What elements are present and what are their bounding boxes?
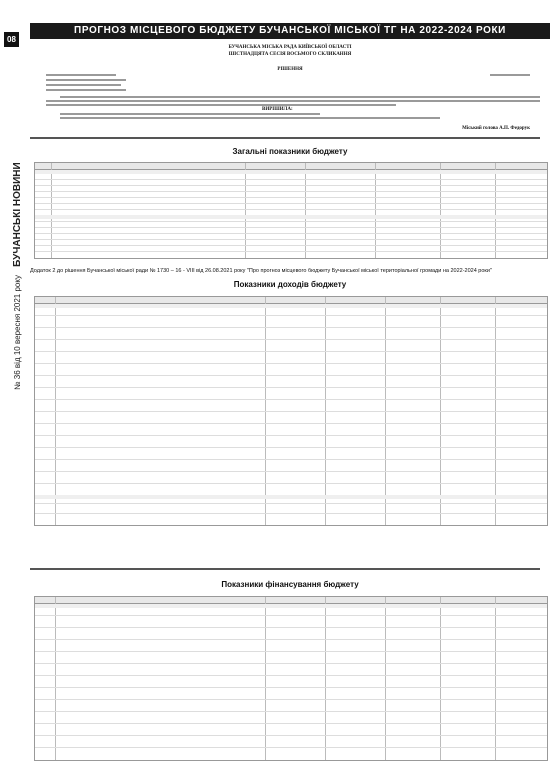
doc-type: РІШЕННЯ [277,67,303,72]
financing-indicators-table [34,596,548,761]
revenue-indicators-table [34,296,548,526]
resolution-word: ВИРІШИЛА: [262,107,293,112]
issue-date: № 36 від 10 вересня 2021 року [13,275,22,390]
addendum-2-caption: Додаток 2 до рішення Бучанської міської ради № 1730 – 16 - VIII від 26.08.2021 року "Про прогноз місцевого бюджету Бучанської міської територіальної громади на 2022-2024 роки" [30,268,492,274]
banner-title: ПРОГНОЗ МІСЦЕВОГО БЮДЖЕТУ БУЧАНСЬКОЇ МІСЬКОЇ ТГ НА 2022-2024 РОКИ [30,23,550,39]
section-title-revenue: Показники доходів бюджету [233,280,347,289]
session-name: ШІСТНАДЦЯТА СЕСІЯ ВОСЬМОГО СКЛИКАННЯ [228,52,352,57]
section-title-financing: Показники фінансування бюджету [221,580,359,589]
sidebar-strip [0,0,25,768]
newspaper-name: БУЧАНСЬКІ НОВИНИ [12,162,23,267]
issue-line [12,162,23,390]
page-number: 08 [4,32,19,47]
council-name: БУЧАНСЬКА МІСЬКА РАДА КИЇВСЬКОЇ ОБЛАСТІ [228,45,352,50]
signature: Міський голова А.П. Федорук [462,126,530,131]
decision-header [30,44,550,73]
section-title-general: Загальні показники бюджету [232,147,348,156]
general-indicators-table [34,162,548,259]
